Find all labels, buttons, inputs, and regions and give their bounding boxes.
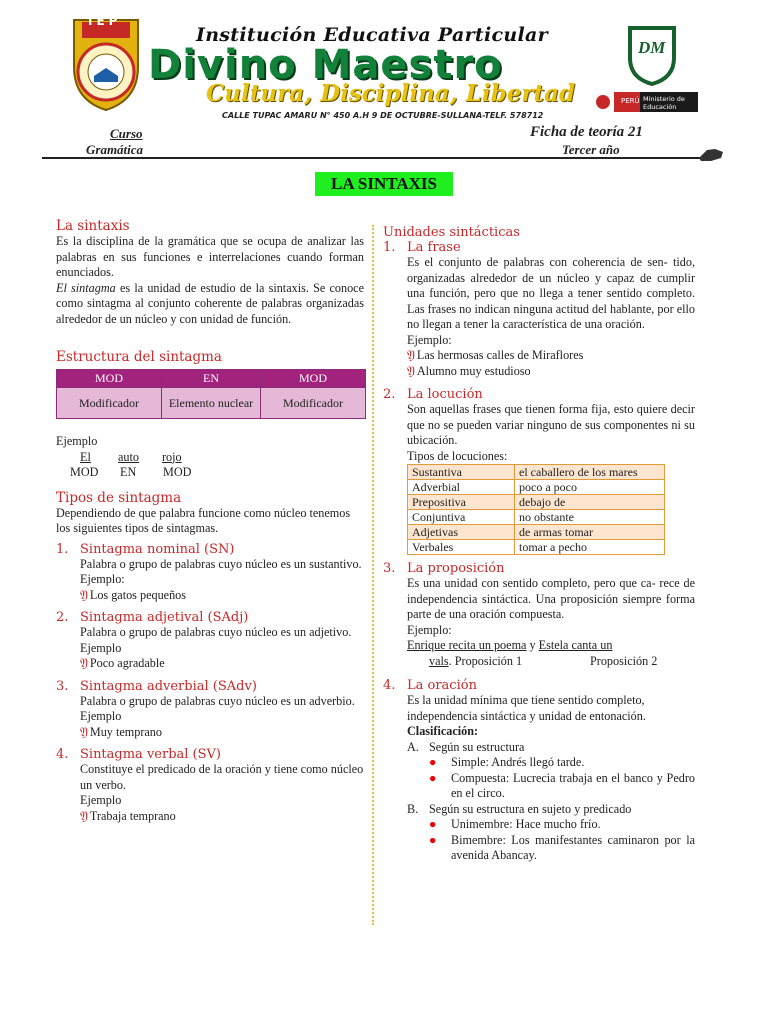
frase-desc: Es el conjunto de palabras con coherencia de sen- tido, organizadas alrededor de un núcleo y capaz de cumplir una función, pero que no llega a tener sentido completo. Las frases no indican ninguna actitud del hablante, por ello no llegan a tener la característica de una oración. (407, 255, 695, 331)
ejemplo-tags (56, 465, 364, 480)
structure-cell: Elemento nuclear (162, 388, 261, 419)
locucion-row (408, 525, 665, 540)
left-column (56, 218, 364, 824)
hand-icon (697, 144, 725, 164)
proposicion-ejemplo-label: Ejemplo: (407, 622, 452, 637)
frase-title-text: La frase (407, 240, 461, 255)
clasificacion-item-text: Unimembre: Hace mucho frío. (451, 817, 601, 831)
tipo-desc: Constituye el predicado de la oración y tiene como núcleo un verbo. (80, 762, 364, 792)
clasificacion-item-text: Bimembre: Los manifestantes caminaron por la avenida Abancay. (451, 832, 695, 862)
structure-header-cell: MOD (261, 370, 366, 388)
ministry-name: Ministerio de Educación (643, 95, 685, 111)
oracion-title-text: La oración (407, 678, 477, 693)
estructura-heading: Estructura del sintagma (56, 349, 222, 365)
sintagma-text: es la unidad de estudio de la sintaxis. Se conoce como sintagma al conjunto coherente de palabras organizadas alrededor de un núcleo y con unidad de función. (56, 280, 364, 326)
gothic-bullet-icon: 𝔜 (80, 808, 88, 823)
ejemplo-label: Ejemplo (56, 434, 98, 448)
locucion-type: Adjetivas (408, 525, 515, 540)
tipo-ejemplo-label: Ejemplo (80, 640, 122, 655)
ficha-label: Ficha de teoría 21 (530, 124, 643, 140)
tipo-example (56, 588, 364, 604)
locucion-row (408, 510, 665, 525)
locucion-example: debajo de (515, 495, 665, 510)
unidades-heading: Unidades sintácticas (383, 225, 520, 240)
proposicion-number: 3. (383, 561, 396, 576)
school-address: CALLE TUPAC AMARU N° 450 A.H 9 DE OCTUBRE-SULLANA-TELF. 578712 (222, 111, 544, 120)
proposicion-example-line2 (383, 654, 695, 670)
tipo-example (56, 725, 364, 741)
tipo-ejemplo-label: Ejemplo (80, 709, 122, 723)
ejemplo-words (56, 450, 364, 465)
clasificacion-b-label: B. (407, 801, 419, 816)
proposicion-title-text: La proposición (407, 561, 505, 576)
locucion-example: el caballero de los mares (515, 465, 665, 480)
locucion-type: Verbales (408, 540, 515, 555)
sintaxis-heading: La sintaxis (56, 218, 130, 234)
frase-example-text: Alumno muy estudioso (416, 363, 531, 378)
school-motto: Cultura, Disciplina, Libertad (206, 80, 576, 107)
tipo-title (56, 679, 364, 694)
frase-ejemplo-label: Ejemplo: (407, 332, 452, 347)
locucion-title (383, 387, 695, 402)
locucion-number: 2. (383, 387, 396, 402)
gothic-bullet-icon: 𝔜 (80, 587, 88, 602)
locucion-type: Prepositiva (408, 495, 515, 510)
proposicion-label-1: . Proposición 1 (448, 653, 523, 668)
clasificacion-b-title: Según su estructura en sujeto y predicado (429, 801, 632, 816)
locucion-type: Adverbial (408, 480, 515, 495)
tipo-item (56, 610, 364, 672)
structure-body-row (57, 388, 366, 419)
proposicion-conjunction: y (526, 638, 539, 652)
frase-number: 1. (383, 240, 396, 255)
clasificacion-a-label: A. (407, 739, 419, 754)
clasificacion-a-title: Según su estructura (429, 739, 525, 754)
ejemplo-word: auto (118, 449, 139, 464)
tipo-desc: Palabra o grupo de palabras cuyo núcleo es un adjetivo. (80, 625, 352, 639)
oracion-title (383, 678, 695, 693)
column-divider (372, 225, 374, 925)
ejemplo-word: El (80, 449, 91, 464)
locucion-example: poco a poco (515, 480, 665, 495)
tipo-title (56, 747, 364, 762)
page-title: LA SINTAXIS (315, 172, 453, 196)
locucion-title-text: La locución (407, 387, 483, 402)
proposicion-example-line1 (383, 638, 695, 654)
locucion-row (408, 495, 665, 510)
gothic-bullet-icon: 𝔜 (80, 656, 88, 670)
tipo-example (56, 809, 364, 825)
ministry-country: PERÚ (621, 97, 640, 105)
gothic-bullet-icon: 𝔜 (407, 363, 415, 378)
gothic-bullet-icon: 𝔜 (407, 348, 415, 362)
curso-label: Curso (110, 126, 143, 141)
locucion-type: Sustantiva (408, 465, 515, 480)
proposicion-part1: Enrique recita un poema (407, 638, 527, 652)
right-column (383, 225, 695, 864)
ejemplo-tag: EN (120, 464, 137, 479)
locucion-row (408, 465, 665, 480)
clasificacion-item (383, 755, 695, 771)
tipo-number: 4. (56, 747, 69, 762)
tipo-item (56, 747, 364, 824)
logo-text: IEP (88, 14, 122, 28)
sintagma-term: El sintagma (56, 280, 116, 295)
tipo-title (56, 542, 364, 557)
clasificacion-item-text: Simple: Andrés llegó tarde. (451, 755, 585, 769)
proposicion-part2-end: vals (429, 653, 449, 668)
tipo-desc: Palabra o grupo de palabras cuyo núcleo es un sustantivo. (80, 556, 362, 571)
proposicion-title (383, 561, 695, 576)
school-name: Divino Maestro (148, 42, 503, 88)
tipo-title-text: Sintagma verbal (SV) (80, 747, 221, 762)
ejemplo-tag: MOD (163, 464, 192, 479)
tipos-heading: Tipos de sintagma (56, 489, 182, 506)
oracion-desc: Es la unidad mínima que tiene sentido completo, independencia sintáctica y unidad de entonación. (407, 693, 646, 723)
frase-title (383, 240, 695, 255)
institution-label: Institución Educativa Particular (196, 24, 548, 46)
frase-example (383, 348, 695, 364)
frase-example (383, 364, 695, 380)
clasificacion-label: Clasificación: (407, 724, 479, 738)
frase-example-text: Las hermosas calles de Miraflores (416, 348, 584, 362)
clasificacion-item (383, 833, 695, 864)
tipo-ejemplo-label: Ejemplo (80, 793, 122, 807)
structure-header-cell: MOD (57, 370, 162, 388)
structure-table (56, 369, 366, 419)
structure-header-cell: EN (162, 370, 261, 388)
clasificacion-item (383, 817, 695, 833)
ejemplo-word: rojo (162, 449, 182, 464)
tipo-number: 1. (56, 541, 69, 557)
structure-header-row (57, 370, 366, 388)
structure-cell: Modificador (57, 388, 162, 419)
tipo-item (56, 679, 364, 741)
tipo-title-text: Sintagma adverbial (SAdv) (80, 678, 257, 694)
locucion-example: de armas tomar (515, 525, 665, 540)
bullet-icon: ● (429, 817, 437, 831)
bullet-icon: ● (429, 770, 437, 785)
clasificacion-b (383, 802, 695, 818)
locucion-row (408, 480, 665, 495)
sintagma-definition (56, 281, 364, 328)
tipo-example-text: Los gatos pequeños (89, 587, 187, 602)
bullet-icon: ● (429, 832, 437, 847)
locucion-example: no obstante (515, 510, 665, 525)
ficha-value: Tercer año (562, 142, 620, 157)
tipo-title-text: Sintagma adjetival (SAdj) (80, 610, 249, 625)
tipo-example-text: Trabaja temprano (89, 808, 176, 823)
bullet-icon: ● (429, 755, 437, 769)
tipo-example-text: Poco agradable (89, 656, 165, 670)
tipo-desc: Palabra o grupo de palabras cuyo núcleo es un adverbio. (80, 693, 355, 708)
tipo-example (56, 656, 364, 672)
structure-cell: Modificador (261, 388, 366, 419)
proposicion-desc: Es una unidad con sentido completo, pero que ca- rece de independencia sintáctica. Una proposición siempre forma parte de una oración compuesta. (407, 576, 695, 621)
emblem-text: DM (638, 38, 666, 57)
locucion-example: tomar a pecho (515, 540, 665, 555)
ejemplo-tag: MOD (70, 464, 99, 479)
tipo-ejemplo-label: Ejemplo: (80, 572, 125, 586)
locucion-row (408, 540, 665, 555)
tipo-title (56, 610, 364, 625)
locucion-tipos-label: Tipos de locuciones: (407, 448, 508, 463)
clasificacion-item (383, 771, 695, 802)
proposicion-label-2: Proposición 2 (590, 653, 658, 668)
tipo-number: 2. (56, 610, 69, 625)
tipo-item (56, 542, 364, 604)
gothic-bullet-icon: 𝔜 (80, 724, 88, 739)
proposicion-part2: Estela canta un (538, 638, 613, 652)
sintaxis-definition: Es la disciplina de la gramática que se ocupa de analizar las palabras en sus funciones e interrelaciones cuando forman enunciados. (56, 234, 364, 279)
locucion-type: Conjuntiva (408, 510, 515, 525)
tipos-intro: Dependiendo de que palabra funcione como núcleo tenemos los siguientes tipos de sintagmas. (56, 505, 351, 535)
locucion-desc: Son aquellas frases que tienen forma fija, esto quiere decir que no se pueden variar ninguno de sus componentes ni su ubicación. (407, 402, 695, 447)
clasificacion-item-text: Compuesta: Lucrecia trabaja en el banco y Pedro en el circo. (451, 770, 695, 800)
oracion-number: 4. (383, 678, 396, 693)
locuciones-table (407, 464, 665, 555)
curso-value: Gramática (86, 142, 144, 157)
header-rule (42, 157, 704, 159)
tipo-number: 3. (56, 678, 69, 694)
tipo-example-text: Muy temprano (89, 724, 162, 739)
clasificacion-a (383, 740, 695, 756)
tipo-title-text: Sintagma nominal (SN) (80, 541, 235, 557)
